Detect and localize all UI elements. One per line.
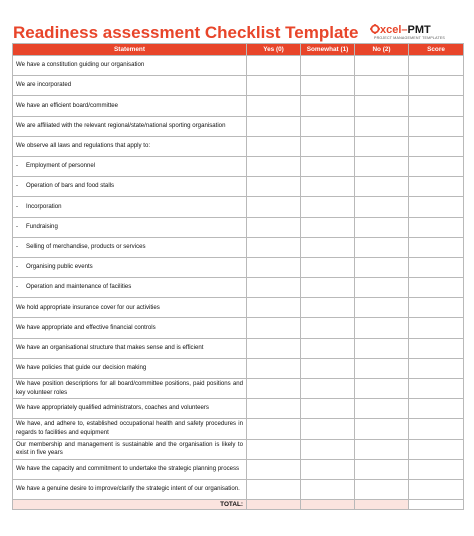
sub-statement-cell <box>13 177 247 197</box>
somewhat-cell[interactable] <box>301 419 355 439</box>
sub-bullet: - <box>16 222 19 230</box>
no-cell[interactable] <box>355 419 409 439</box>
score-cell[interactable] <box>409 419 464 439</box>
page-title: Readiness assessment Checklist Template <box>13 23 359 42</box>
score-cell[interactable] <box>409 278 464 298</box>
yes-cell[interactable] <box>247 257 301 277</box>
total-row <box>13 500 464 510</box>
table-row <box>13 116 464 136</box>
table-row <box>13 439 464 459</box>
table-row <box>13 278 464 298</box>
statement-cell: We are incorporated <box>13 76 247 96</box>
score-cell[interactable] <box>409 399 464 419</box>
somewhat-cell[interactable] <box>301 459 355 479</box>
statement-cell: We have the capacity and commitment to undertake the strategic planning process <box>13 459 247 479</box>
yes-cell[interactable] <box>247 298 301 318</box>
statement-cell: We have appropriately qualified administrators, coaches and volunteers <box>13 399 247 419</box>
no-cell[interactable] <box>355 318 409 338</box>
table-row <box>13 338 464 358</box>
statement-cell: We have an efficient board/committee <box>13 96 247 116</box>
yes-cell[interactable] <box>247 318 301 338</box>
score-cell[interactable] <box>409 156 464 176</box>
score-cell[interactable] <box>409 439 464 459</box>
no-cell[interactable] <box>355 136 409 156</box>
no-cell[interactable] <box>355 177 409 197</box>
score-cell[interactable] <box>409 257 464 277</box>
header-yes: Yes (0) <box>247 44 301 56</box>
total-somewhat-cell <box>301 500 355 510</box>
sub-bullet: - <box>16 283 19 291</box>
sub-statement-text: Selling of merchandise, products or services <box>26 242 146 250</box>
somewhat-cell[interactable] <box>301 379 355 399</box>
statement-cell: We have an organisational structure that makes sense and is efficient <box>13 338 247 358</box>
table-row <box>13 318 464 338</box>
somewhat-cell[interactable] <box>301 116 355 136</box>
sub-bullet: - <box>16 202 19 210</box>
yes-cell[interactable] <box>247 237 301 257</box>
table-row <box>13 197 464 217</box>
sub-statement-cell <box>13 278 247 298</box>
table-row <box>13 419 464 439</box>
yes-cell[interactable] <box>247 358 301 378</box>
checklist-table <box>12 43 464 510</box>
somewhat-cell[interactable] <box>301 56 355 76</box>
header-statement: Statement <box>13 44 247 56</box>
no-cell[interactable] <box>355 358 409 378</box>
yes-cell[interactable] <box>247 399 301 419</box>
yes-cell[interactable] <box>247 197 301 217</box>
yes-cell[interactable] <box>247 338 301 358</box>
table-row <box>13 56 464 76</box>
score-cell[interactable] <box>409 338 464 358</box>
statement-cell: We hold appropriate insurance cover for our activities <box>13 298 247 318</box>
no-cell[interactable] <box>355 338 409 358</box>
statement-cell: We are affiliated with the relevant regional/state/national sporting organisation <box>13 116 247 136</box>
statement-cell: We have position descriptions for all board/committee positions, paid positions and key volunteer roles <box>13 379 247 399</box>
score-cell[interactable] <box>409 379 464 399</box>
yes-cell[interactable] <box>247 459 301 479</box>
sub-statement-cell <box>13 197 247 217</box>
yes-cell[interactable] <box>247 278 301 298</box>
sub-statement-cell <box>13 257 247 277</box>
score-cell[interactable] <box>409 197 464 217</box>
somewhat-cell[interactable] <box>301 479 355 499</box>
no-cell[interactable] <box>355 459 409 479</box>
no-cell[interactable] <box>355 217 409 237</box>
table-row <box>13 96 464 116</box>
somewhat-cell[interactable] <box>301 96 355 116</box>
table-header-row <box>13 44 464 56</box>
table-row <box>13 399 464 419</box>
yes-cell[interactable] <box>247 116 301 136</box>
somewhat-cell[interactable] <box>301 156 355 176</box>
table-row <box>13 76 464 96</box>
table-row <box>13 156 464 176</box>
yes-cell[interactable] <box>247 439 301 459</box>
somewhat-cell[interactable] <box>301 257 355 277</box>
score-cell[interactable] <box>409 298 464 318</box>
score-cell[interactable] <box>409 136 464 156</box>
score-cell[interactable] <box>409 358 464 378</box>
yes-cell[interactable] <box>247 177 301 197</box>
sub-statement-cell <box>13 237 247 257</box>
yes-cell[interactable] <box>247 76 301 96</box>
logo-brand-suffix: PMT <box>407 24 431 36</box>
total-yes-cell <box>247 500 301 510</box>
sub-statement-text: Operation of bars and food stalls <box>26 182 115 190</box>
somewhat-cell[interactable] <box>301 298 355 318</box>
no-cell[interactable] <box>355 197 409 217</box>
somewhat-cell[interactable] <box>301 76 355 96</box>
no-cell[interactable] <box>355 399 409 419</box>
somewhat-cell[interactable] <box>301 358 355 378</box>
somewhat-cell[interactable] <box>301 217 355 237</box>
header-no: No (2) <box>355 44 409 56</box>
yes-cell[interactable] <box>247 419 301 439</box>
sub-statement-text: Fundraising <box>26 222 58 230</box>
logo-brand-prefix: xcel <box>380 24 402 36</box>
logo-gear-icon <box>370 24 380 34</box>
no-cell[interactable] <box>355 116 409 136</box>
sub-bullet: - <box>16 263 19 271</box>
sub-statement-cell <box>13 156 247 176</box>
score-cell[interactable] <box>409 479 464 499</box>
no-cell[interactable] <box>355 96 409 116</box>
statement-cell: We have a constitution guiding our organisation <box>13 56 247 76</box>
sub-statement-text: Organising public events <box>26 263 93 271</box>
table-row <box>13 379 464 399</box>
score-cell[interactable] <box>409 459 464 479</box>
table-row <box>13 177 464 197</box>
no-cell[interactable] <box>355 479 409 499</box>
yes-cell[interactable] <box>247 136 301 156</box>
somewhat-cell[interactable] <box>301 278 355 298</box>
yes-cell[interactable] <box>247 96 301 116</box>
score-cell[interactable] <box>409 76 464 96</box>
yes-cell[interactable] <box>247 479 301 499</box>
somewhat-cell[interactable] <box>301 237 355 257</box>
sub-bullet: - <box>16 162 19 170</box>
header-somewhat: Somewhat (1) <box>301 44 355 56</box>
statement-cell: We have policies that guide our decision making <box>13 358 247 378</box>
score-cell[interactable] <box>409 177 464 197</box>
table-row <box>13 358 464 378</box>
table-row <box>13 298 464 318</box>
logo-wordmark: xcel–PMT <box>370 24 466 36</box>
score-cell[interactable] <box>409 116 464 136</box>
score-cell[interactable] <box>409 237 464 257</box>
statement-cell: We have appropriate and effective financial controls <box>13 318 247 338</box>
sub-statement-cell <box>13 217 247 237</box>
statement-cell: We have a genuine desire to improve/clarify the strategic intent of our organisation. <box>13 479 247 499</box>
somewhat-cell[interactable] <box>301 197 355 217</box>
table-row <box>13 459 464 479</box>
yes-cell[interactable] <box>247 56 301 76</box>
somewhat-cell[interactable] <box>301 318 355 338</box>
score-cell[interactable] <box>409 318 464 338</box>
statement-cell: Our membership and management is sustainable and the organisation is likely to exist in five years <box>13 439 247 459</box>
yes-cell[interactable] <box>247 379 301 399</box>
yes-cell[interactable] <box>247 217 301 237</box>
somewhat-cell[interactable] <box>301 338 355 358</box>
no-cell[interactable] <box>355 439 409 459</box>
no-cell[interactable] <box>355 237 409 257</box>
header-score: Score <box>409 44 464 56</box>
yes-cell[interactable] <box>247 156 301 176</box>
somewhat-cell[interactable] <box>301 439 355 459</box>
table-row <box>13 257 464 277</box>
no-cell[interactable] <box>355 56 409 76</box>
sub-bullet: - <box>16 182 19 190</box>
no-cell[interactable] <box>355 298 409 318</box>
sub-statement-text: Incorporation <box>26 202 62 210</box>
total-label: TOTAL: <box>13 500 247 510</box>
somewhat-cell[interactable] <box>301 136 355 156</box>
no-cell[interactable] <box>355 257 409 277</box>
total-no-cell <box>355 500 409 510</box>
table-row <box>13 136 464 156</box>
statement-cell: We have, and adhere to, established occupational health and safety procedures in regards to facilities and equipment <box>13 419 247 439</box>
sub-statement-text: Employment of personnel <box>26 162 96 170</box>
table-row <box>13 237 464 257</box>
no-cell[interactable] <box>355 379 409 399</box>
somewhat-cell[interactable] <box>301 177 355 197</box>
no-cell[interactable] <box>355 156 409 176</box>
table-row <box>13 217 464 237</box>
somewhat-cell[interactable] <box>301 399 355 419</box>
sub-statement-text: Operation and maintenance of facilities <box>26 283 132 291</box>
no-cell[interactable] <box>355 278 409 298</box>
sub-bullet: - <box>16 242 19 250</box>
total-score-cell[interactable] <box>409 500 464 510</box>
score-cell[interactable] <box>409 96 464 116</box>
logo-tagline: PROJECT MANAGEMENT TEMPLATES <box>374 36 446 40</box>
table-row <box>13 479 464 499</box>
no-cell[interactable] <box>355 76 409 96</box>
score-cell[interactable] <box>409 217 464 237</box>
statement-cell: We observe all laws and regulations that apply to: <box>13 136 247 156</box>
score-cell[interactable] <box>409 56 464 76</box>
